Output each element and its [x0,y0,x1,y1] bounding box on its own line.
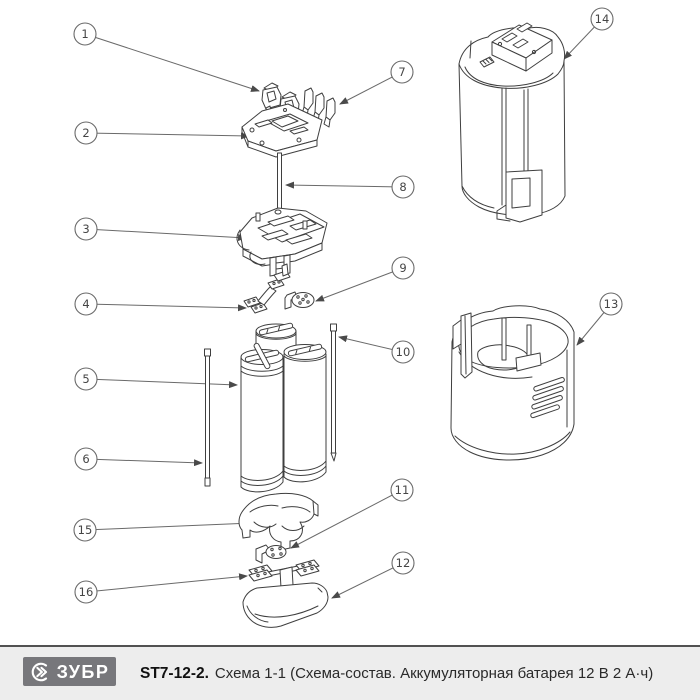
part-15-bottom-holder [239,493,318,550]
leader-15 [85,523,252,530]
callout-6 [75,448,97,470]
callout-2 [75,122,97,144]
callout-5 [75,368,97,390]
callout-1 [74,23,96,45]
brand-logo [23,657,116,686]
leader-8 [286,185,403,187]
callout-14 [591,8,613,30]
leader-6 [86,459,202,463]
callout-10 [392,341,414,363]
svg-text:11: 11 [394,483,410,497]
part-9-sensor-disc [285,292,314,309]
leader-3 [86,229,246,238]
callout-8 [392,176,414,198]
leader-16 [86,576,247,592]
callout-3 [75,218,97,240]
leader-9 [316,268,403,301]
callout-15 [74,519,96,541]
callout-12 [392,552,414,574]
brand-logo-text: ЗУБР [56,661,110,682]
svg-text:8: 8 [399,180,407,194]
part-13-housing-cup [451,306,574,460]
svg-text:9: 9 [399,261,407,275]
callout-16 [75,581,97,603]
svg-text:5: 5 [82,372,90,386]
svg-text:12: 12 [395,556,411,570]
part-2-top-plate [242,104,322,157]
callout-7 [391,61,413,83]
leader-2 [86,133,249,136]
caption-text: Схема 1-1 (Схема-состав. Аккумуляторная батарея 12 В 2 А·ч) [214,665,654,682]
svg-text:3: 3 [82,222,90,236]
svg-text:2: 2 [82,126,90,140]
callout-11 [391,479,413,501]
svg-text:14: 14 [594,12,610,26]
leader-12 [332,563,403,598]
svg-text:13: 13 [603,297,619,311]
svg-text:1: 1 [81,27,89,41]
callout-9 [392,257,414,279]
svg-text:15: 15 [77,523,93,537]
leader-5 [86,379,237,385]
leader-4 [86,304,246,308]
part-12-base-plate [243,583,328,627]
svg-text:7: 7 [398,65,406,79]
svg-text:10: 10 [395,345,411,359]
part-11-sensor-bracket [256,545,286,563]
svg-text:6: 6 [82,452,90,466]
callout-4 [75,293,97,315]
callout-13 [600,293,622,315]
model-number: ST7-12-2. [140,664,209,682]
leader-1 [85,34,259,91]
part-4-connecting-strip [244,264,290,313]
footer-bar [0,645,700,700]
part-10-right-rod [331,324,337,461]
svg-text:4: 4 [82,297,90,311]
part-6-left-rod [205,349,211,486]
part-5-battery-cells [241,323,326,492]
schema-caption [140,647,653,700]
svg-text:16: 16 [78,585,94,599]
zubr-arrow-icon [30,661,52,683]
part-14-battery-housing-top [459,23,565,222]
